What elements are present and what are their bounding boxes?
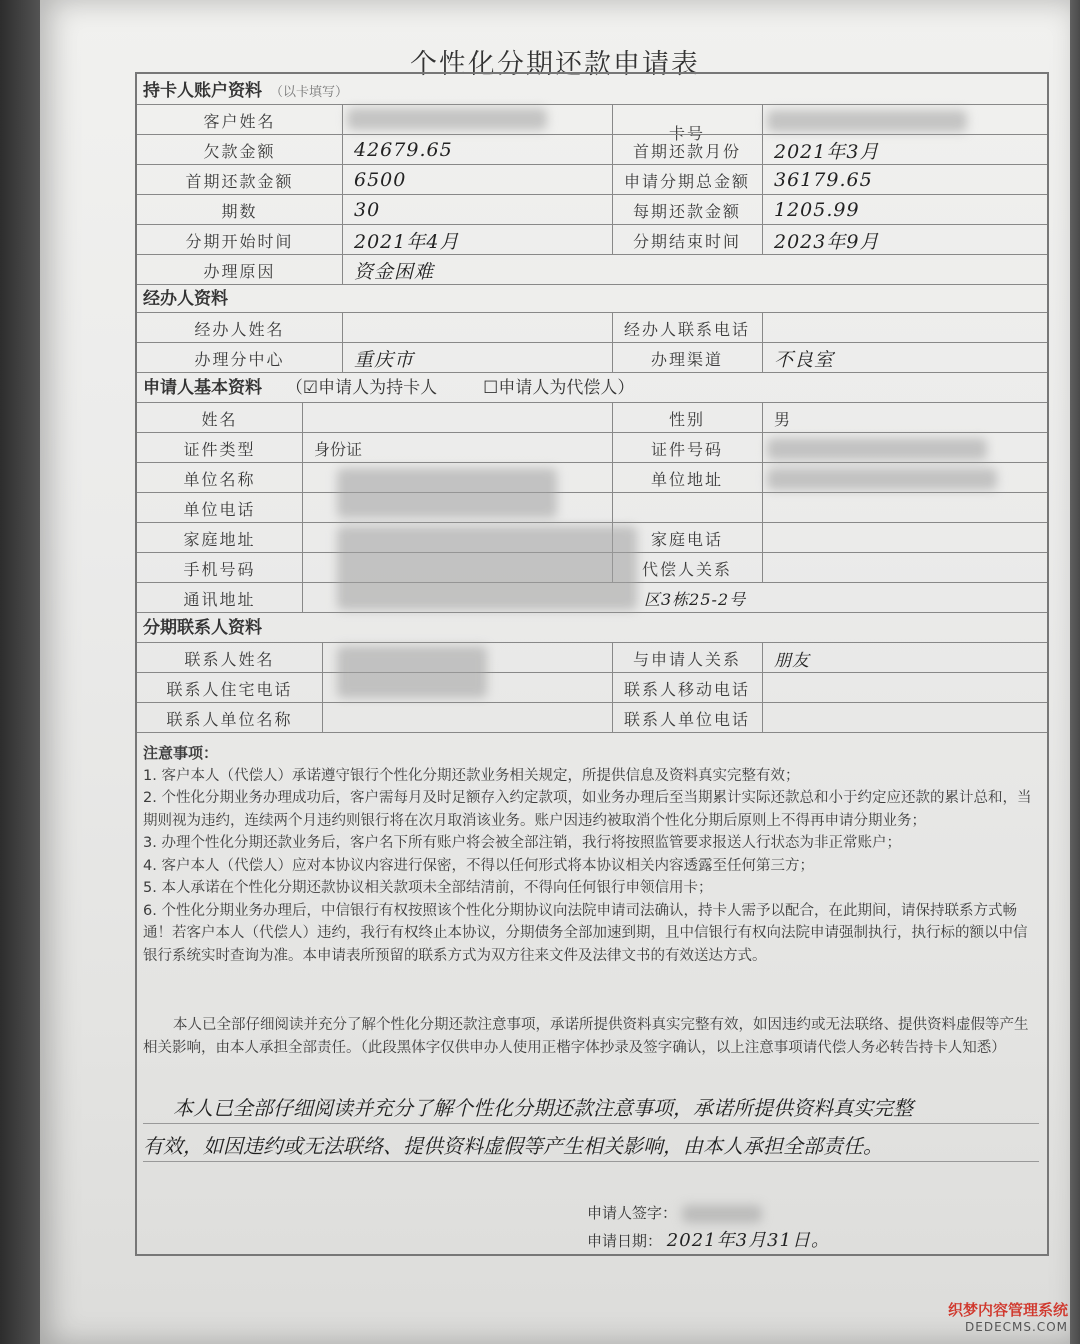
- label-idno: 证件号码: [650, 439, 723, 459]
- redaction: [767, 438, 987, 460]
- divider: [612, 312, 613, 372]
- label-applicant-name: 姓名: [201, 409, 238, 429]
- row-contact-home: [137, 672, 1047, 703]
- label-mail: 通讯地址: [183, 589, 256, 609]
- section-cardholder-note: （以卡填写）: [270, 85, 349, 100]
- redaction: [337, 646, 487, 698]
- section-applicant: [137, 373, 1047, 403]
- label-company: 单位名称: [183, 469, 256, 489]
- row-reason: [137, 254, 1047, 285]
- note-item-4: 4. 客户本人（代偿人）应对本协议内容进行保密，不得以任何形式将本协议相关内容透露至任何第三方；: [143, 857, 814, 874]
- section-contact-title: 分期联系人资料: [143, 618, 262, 638]
- row-start: [137, 224, 1047, 255]
- redaction: [767, 468, 997, 490]
- row-handler-name: [137, 312, 1047, 343]
- applicant-is-cardholder-checkbox[interactable]: （☑申请人为持卡人: [285, 378, 438, 398]
- divider: [342, 312, 343, 372]
- divider: [302, 402, 303, 612]
- label-handler-name: 经办人姓名: [194, 319, 285, 339]
- row-contact-company: [137, 702, 1047, 733]
- site-watermark: [948, 1299, 1068, 1334]
- redaction: [337, 468, 557, 518]
- row-debt: [137, 134, 1047, 165]
- watermark-line-2: DEDECMS.COM: [965, 1320, 1068, 1334]
- label-center: 办理分中心: [194, 349, 285, 369]
- label-home: 家庭地址: [183, 529, 256, 549]
- notes-top-line: [137, 732, 1047, 733]
- section-applicant-row: [137, 372, 1047, 403]
- divider: [322, 642, 323, 732]
- value-center: 重庆市: [354, 348, 415, 371]
- notes-block: [143, 742, 1039, 967]
- value-reason: 资金困难: [354, 260, 435, 283]
- label-contact-name: 联系人姓名: [184, 649, 275, 669]
- section-handler-row: [137, 284, 1047, 313]
- redaction: [337, 526, 637, 610]
- value-gender: 男: [774, 409, 791, 429]
- application-form: [135, 72, 1049, 1256]
- label-customer-name: 客户姓名: [203, 111, 276, 131]
- label-mobile: 手机号码: [183, 559, 256, 579]
- row-company-phone: [137, 492, 1047, 523]
- divider: [762, 642, 763, 732]
- value-channel: 不良室: [774, 348, 835, 371]
- date-value: 2021年3月31日。: [666, 1230, 830, 1251]
- notes-heading: 注意事项：: [143, 744, 219, 762]
- value-periods: 30: [354, 199, 381, 221]
- applicant-is-proxy-checkbox[interactable]: ☐申请人为代偿人）: [483, 378, 635, 398]
- handwritten-line-1: 本人已全部仔细阅读并充分了解个性化分期还款注意事项，承诺所提供资料真实完整: [143, 1092, 1039, 1124]
- section-handler-title: 经办人资料: [143, 289, 228, 309]
- label-channel: 办理渠道: [650, 349, 723, 369]
- value-total: 36179.65: [774, 169, 873, 191]
- label-contact-company-phone: 联系人单位电话: [623, 709, 750, 729]
- label-per-period: 每期还款金额: [632, 201, 741, 221]
- row-contact-name: [137, 642, 1047, 673]
- section-cardholder-title: 持卡人账户资料: [143, 81, 262, 101]
- label-contact-company: 联系人单位名称: [166, 709, 293, 729]
- value-idtype: 身份证: [314, 439, 363, 459]
- row-applicant-name: [137, 402, 1047, 433]
- declaration-text: 本人已全部仔细阅读并充分了解个性化分期还款注意事项，承诺所提供资料真实完整有效，如因违约或无法联络、提供资料虚假等产生相关影响，由本人承担全部责任。（此段黑体字仅供申办人使用正楷字体抄录及签字确认，以上注意事项请代偿人务必转告持卡人知悉）: [143, 1017, 1029, 1056]
- label-gender: 性别: [668, 409, 705, 429]
- divider: [612, 642, 613, 732]
- signer-label: 申请人签字：: [587, 1204, 678, 1222]
- label-first-month: 首期还款月份: [632, 141, 741, 161]
- handwritten-line-2: 有效，如因违约或无法联络、提供资料虚假等产生相关影响，由本人承担全部责任。: [143, 1130, 1039, 1162]
- value-first-pay: 6500: [354, 169, 407, 191]
- label-reason: 办理原因: [203, 261, 276, 281]
- value-debt: 42679.65: [354, 139, 453, 161]
- redaction: [347, 108, 547, 130]
- value-start: 2021年4月: [354, 230, 460, 253]
- divider: [342, 104, 343, 284]
- label-relation: 与申请人关系: [632, 649, 741, 669]
- divider: [762, 104, 763, 254]
- value-per-period: 1205.99: [774, 199, 860, 221]
- row-handler-center: [137, 342, 1047, 373]
- value-mail: 区3栋25-2号: [644, 589, 747, 609]
- divider: [762, 402, 763, 582]
- label-handler-phone: 经办人联系电话: [623, 319, 750, 339]
- redaction: [682, 1205, 762, 1223]
- label-end: 分期结束时间: [632, 231, 741, 251]
- label-periods: 期数: [221, 201, 258, 221]
- label-idtype: 证件类型: [183, 439, 256, 459]
- form-title: 个性化分期还款申请表: [410, 49, 700, 80]
- divider: [762, 312, 763, 372]
- label-start: 分期开始时间: [185, 231, 294, 251]
- label-debt: 欠款金额: [203, 141, 276, 161]
- label-proxy: 代偿人关系: [641, 559, 732, 579]
- label-total: 申请分期总金额: [623, 171, 750, 191]
- signer-field: [587, 1202, 762, 1223]
- section-cardholder: [137, 78, 1047, 104]
- label-contact-mobile: 联系人移动电话: [623, 679, 750, 699]
- divider: [612, 104, 613, 254]
- date-label: 申请日期：: [587, 1232, 663, 1250]
- section-contact-row: [137, 612, 1047, 643]
- label-first-pay: 首期还款金额: [185, 171, 294, 191]
- note-item-3: 3. 办理个性化分期还款业务后，客户名下所有账户将会被全部注销，我行将按照监管要求报送人行状态为非正常账户；: [143, 835, 901, 851]
- note-item-1: 1. 客户本人（代偿人）承诺遵守银行个性化分期还款业务相关规定，所提供信息及资料真实完整有效；: [143, 767, 800, 784]
- paper-sheet: [40, 0, 1070, 1344]
- section-applicant-title: 申请人基本资料: [143, 378, 262, 398]
- note-item-6: 6. 个性化分期业务办理后，中信银行有权按照该个性化分期协议向法院申请司法确认，持卡人需予以配合，在此期间，请保持联系方式畅通！若客户本人（代偿人）违约，我行有权终止本协议，分期债务全部加速到期，且中信银行有权向法院申请强制执行，执行标的额以中信银行系统实时查询为准。本申请表所预留的联系方式为双方往来文件及法律文书的有效送达方式。: [143, 902, 1028, 964]
- date-field: [587, 1226, 830, 1252]
- label-home-phone: 家庭电话: [650, 529, 723, 549]
- label-card-number: 卡号: [668, 123, 705, 143]
- label-contact-home: 联系人住宅电话: [166, 679, 293, 699]
- note-item-5: 5. 本人承诺在个性化分期还款协议相关款项未全部结清前，不得向任何银行申领信用卡；: [143, 880, 713, 896]
- value-first-month: 2021年3月: [774, 140, 880, 163]
- row-periods: [137, 194, 1047, 225]
- label-company-addr: 单位地址: [650, 469, 723, 489]
- row-first-pay: [137, 164, 1047, 195]
- label-company-phone: 单位电话: [183, 499, 256, 519]
- value-end: 2023年9月: [774, 230, 880, 253]
- note-item-2: 2. 个性化分期业务办理成功后，客户需每月及时足额存入约定款项，如业务办理后至当期累计实际还款总和小于约定应还款的累计总和，当期则视为违约，连续两个月违约则银行将在次月取消该业务。账户因违约被取消个性化分期后原则上不得再申请分期业务；: [143, 790, 1032, 829]
- redaction: [767, 110, 967, 132]
- watermark-line-1: 织梦内容管理系统: [947, 1301, 1068, 1319]
- value-relation: 朋友: [774, 650, 810, 671]
